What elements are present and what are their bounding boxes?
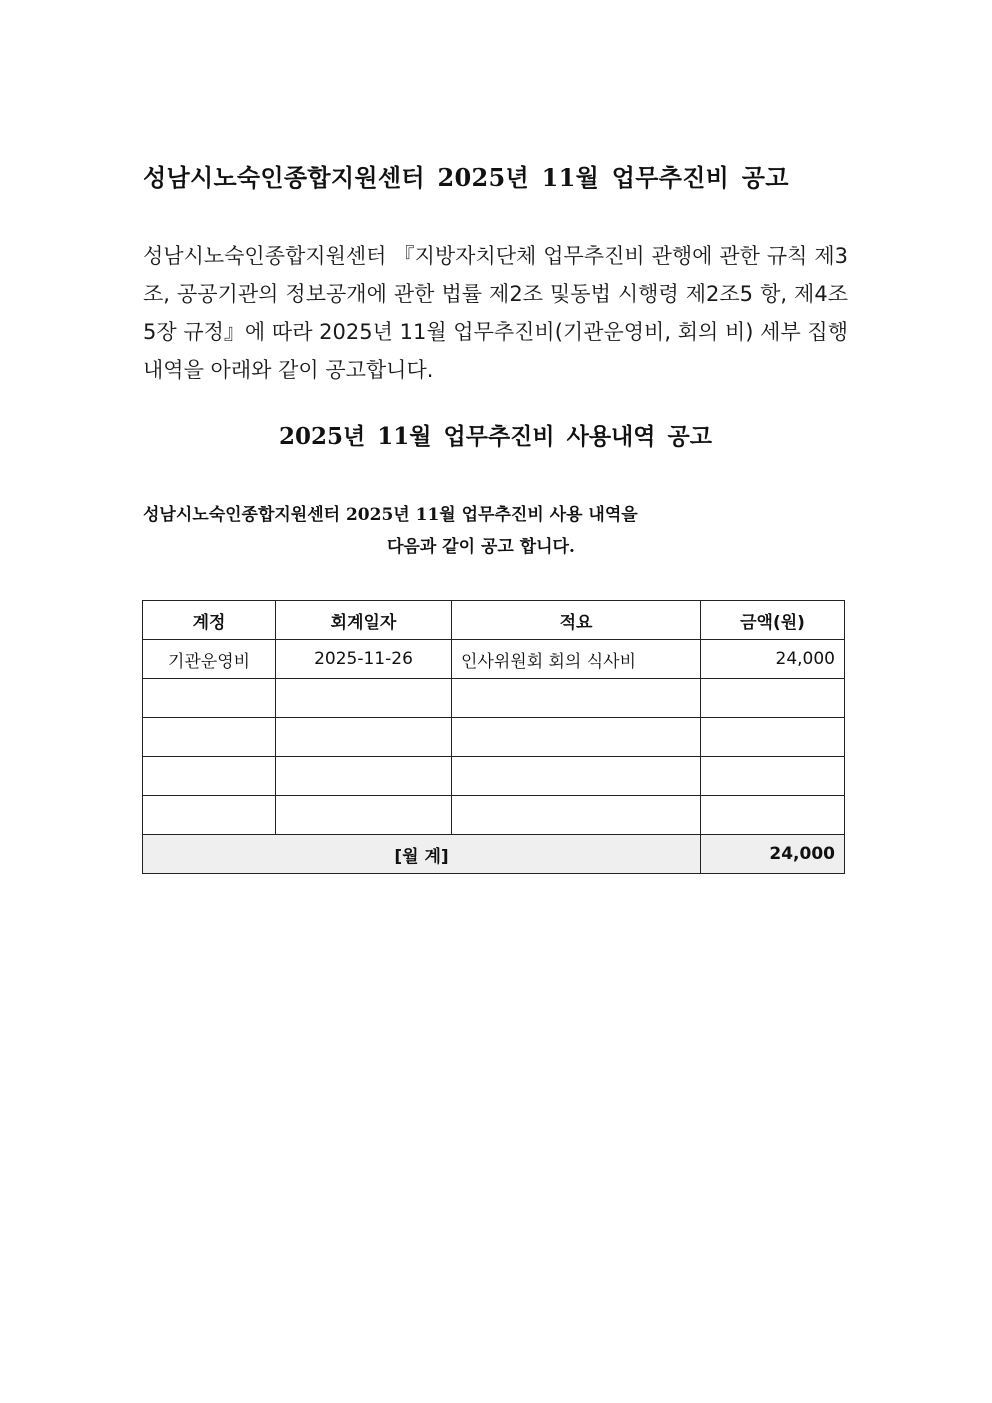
table-row bbox=[143, 796, 845, 835]
cell-date: 2025-11-26 bbox=[276, 640, 452, 679]
header-description: 적요 bbox=[452, 601, 701, 640]
notice-text bbox=[143, 499, 848, 563]
cell-description bbox=[452, 718, 701, 757]
cell-description bbox=[452, 796, 701, 835]
section-title: 2025년 11월 업무추진비 사용내역 공고 bbox=[279, 423, 712, 450]
intro-line: 항, 제4조5장 규정』에 따라 2025년 11월 업무추진비(기관운영비, 회의 bbox=[143, 282, 848, 344]
header-account: 계정 bbox=[143, 601, 276, 640]
cell-account bbox=[143, 718, 276, 757]
header-date: 회계일자 bbox=[276, 601, 452, 640]
cell-account bbox=[143, 679, 276, 718]
cell-date bbox=[276, 757, 452, 796]
table-row bbox=[143, 718, 845, 757]
cell-description bbox=[452, 679, 701, 718]
cell-amount bbox=[701, 718, 845, 757]
intro-paragraph bbox=[143, 237, 848, 389]
page-title: 성남시노숙인종합지원센터 2025년 11월 업무추진비 공고 bbox=[143, 163, 789, 192]
cell-date bbox=[276, 796, 452, 835]
cell-description bbox=[452, 757, 701, 796]
notice-line-2: 다음과 같이 공고 합니다. bbox=[387, 537, 575, 557]
total-label: [월 계] bbox=[143, 835, 701, 874]
cell-amount bbox=[701, 757, 845, 796]
cell-amount: 24,000 bbox=[701, 640, 845, 679]
cell-account bbox=[143, 796, 276, 835]
expense-table bbox=[142, 600, 845, 874]
cell-account: 기관운영비 bbox=[143, 640, 276, 679]
total-amount: 24,000 bbox=[701, 835, 845, 874]
intro-line: 성남시노숙인종합지원센터 『지방자치단체 업무추진비 관행에 관한 규칙 bbox=[143, 244, 808, 268]
cell-description: 인사위원회 회의 식사비 bbox=[452, 640, 701, 679]
cell-date bbox=[276, 679, 452, 718]
table-row bbox=[143, 640, 845, 679]
table-row bbox=[143, 757, 845, 796]
cell-amount bbox=[701, 679, 845, 718]
cell-amount bbox=[701, 796, 845, 835]
notice-line-1: 성남시노숙인종합지원센터 2025년 11월 업무추진비 사용 내역을 bbox=[143, 505, 638, 525]
intro-line: 제3조, 공공기관의 정보공개에 관한 법률 제2조 및동법 시행령 제2조5 bbox=[143, 244, 848, 306]
table-header-row bbox=[143, 601, 845, 640]
intro-line: 비) 세부 집행 내역을 아래와 같이 공고합니다. bbox=[143, 320, 848, 382]
table-row bbox=[143, 679, 845, 718]
header-amount: 금액(원) bbox=[701, 601, 845, 640]
cell-account bbox=[143, 757, 276, 796]
cell-date bbox=[276, 718, 452, 757]
table-total-row bbox=[143, 835, 845, 874]
